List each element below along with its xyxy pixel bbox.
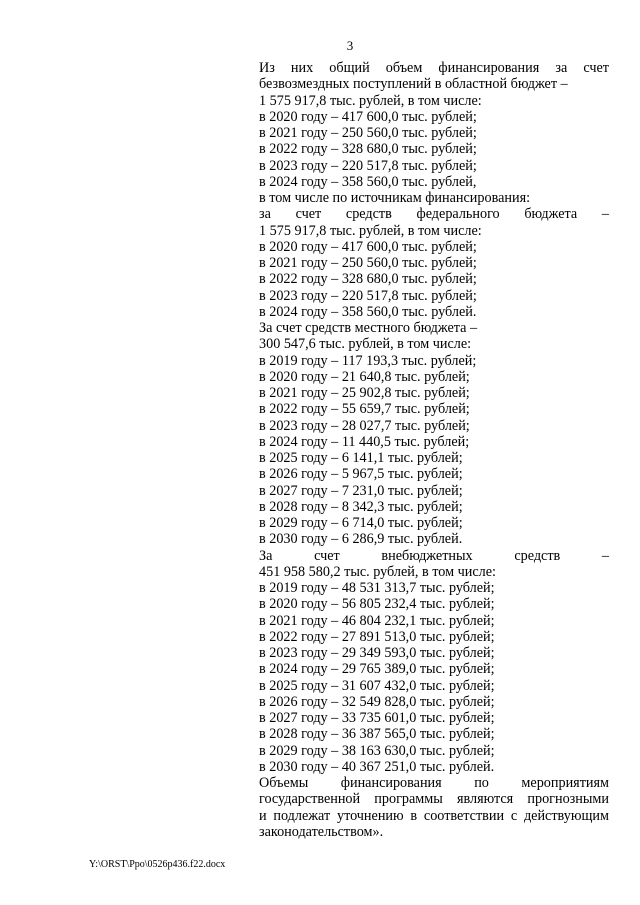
total-year-line: в 2022 году – 328 680,0 тыс. рублей; bbox=[259, 141, 477, 158]
word: Объемы bbox=[259, 775, 309, 791]
federal-year-line: в 2020 году – 417 600,0 тыс. рублей; bbox=[259, 238, 477, 255]
word: и bbox=[259, 807, 267, 824]
extrabudget-year-line: в 2023 году – 29 349 593,0 тыс. рублей; bbox=[259, 645, 495, 661]
sources-heading: в том числе по источникам финансирования: bbox=[259, 190, 531, 206]
total-year-line: в 2021 году – 250 560,0 тыс. рублей; bbox=[259, 125, 477, 141]
local-year-line: в 2025 году – 6 141,1 тыс. рублей; bbox=[259, 450, 463, 466]
closing-line-1 bbox=[259, 775, 609, 791]
local-year-line: в 2022 году – 55 659,7 тыс. рублей; bbox=[259, 401, 470, 418]
intro-line-1 bbox=[259, 60, 609, 76]
extrabudget-year-line: в 2025 году – 31 607 432,0 тыс. рублей; bbox=[259, 677, 495, 694]
local-year-line: в 2030 году – 6 286,9 тыс. рублей. bbox=[259, 531, 463, 548]
local-year-line: в 2020 году – 21 640,8 тыс. рублей; bbox=[259, 368, 470, 385]
word: счет bbox=[314, 547, 340, 564]
word: за bbox=[555, 60, 568, 76]
closing-line-4: законодательством». bbox=[259, 823, 384, 840]
word: бюджета bbox=[524, 206, 578, 223]
federal-year-line: в 2021 году – 250 560,0 тыс. рублей; bbox=[259, 255, 477, 271]
word: финансирования bbox=[340, 775, 442, 791]
extrabudget-line-1 bbox=[259, 548, 609, 564]
extrabudget-year-line: в 2026 году – 32 549 828,0 тыс. рублей; bbox=[259, 693, 495, 710]
total-year-line: в 2020 году – 417 600,0 тыс. рублей; bbox=[259, 108, 477, 125]
extrabudget-year-line: в 2030 году – 40 367 251,0 тыс. рублей. bbox=[259, 758, 495, 775]
extrabudget-year-line: в 2029 году – 38 163 630,0 тыс. рублей; bbox=[259, 742, 495, 759]
federal-line-2: 1 575 917,8 тыс. рублей, в том числе: bbox=[259, 222, 482, 239]
page-number: 3 bbox=[346, 38, 354, 53]
word: соответствии bbox=[423, 807, 505, 824]
word: счет bbox=[295, 206, 322, 223]
word: подлежат bbox=[273, 807, 331, 824]
word: уточнению bbox=[336, 807, 404, 824]
federal-line-1 bbox=[259, 206, 609, 222]
word: по bbox=[474, 775, 489, 791]
local-year-line: в 2019 году – 117 193,3 тыс. рублей; bbox=[259, 352, 477, 369]
local-line-2: 300 547,6 тыс. рублей, в том числе: bbox=[259, 336, 472, 353]
word: являются bbox=[456, 791, 514, 808]
local-year-line: в 2023 году – 28 027,7 тыс. рублей; bbox=[259, 417, 470, 434]
extrabudget-year-line: в 2020 году – 56 805 232,4 тыс. рублей; bbox=[259, 596, 495, 613]
federal-year-line: в 2022 году – 328 680,0 тыс. рублей; bbox=[259, 271, 477, 288]
local-line-1: За счет средств местного бюджета – bbox=[259, 320, 478, 336]
footer-file-path: Y:\ORST\Ppo\0526p436.f22.docx bbox=[89, 859, 226, 870]
word: действующим bbox=[523, 807, 609, 824]
word: государственной bbox=[259, 791, 361, 808]
word: с bbox=[510, 807, 518, 824]
intro-line-2: безвозмездных поступлений в областной бюджет – bbox=[259, 76, 568, 93]
word: финансирования bbox=[438, 60, 540, 76]
federal-year-line: в 2023 году – 220 517,8 тыс. рублей; bbox=[259, 287, 477, 304]
closing-line-2 bbox=[259, 791, 609, 807]
local-year-line: в 2024 году – 11 440,5 тыс. рублей; bbox=[259, 433, 470, 450]
word: объем bbox=[385, 60, 423, 76]
extrabudget-line-2: 451 958 580,2 тыс. рублей, в том числе: bbox=[259, 563, 496, 580]
word: внебюджетных bbox=[381, 547, 473, 564]
word: – bbox=[601, 547, 609, 564]
intro-line-3: 1 575 917,8 тыс. рублей, в том числе: bbox=[259, 92, 482, 109]
local-year-line: в 2029 году – 6 714,0 тыс. рублей; bbox=[259, 515, 463, 531]
extrabudget-year-line: в 2021 году – 46 804 232,1 тыс. рублей; bbox=[259, 612, 495, 629]
total-year-line: в 2023 году – 220 517,8 тыс. рублей; bbox=[259, 157, 477, 174]
funding-text-block bbox=[259, 60, 609, 840]
word: За bbox=[259, 547, 273, 564]
local-year-line: в 2027 году – 7 231,0 тыс. рублей; bbox=[259, 482, 463, 499]
word: средств bbox=[514, 547, 561, 564]
extrabudget-year-line: в 2027 году – 33 735 601,0 тыс. рублей; bbox=[259, 710, 495, 726]
extrabudget-year-line: в 2022 году – 27 891 513,0 тыс. рублей; bbox=[259, 628, 495, 645]
word: федерального bbox=[416, 206, 500, 223]
local-year-line: в 2028 году – 8 342,3 тыс. рублей; bbox=[259, 498, 463, 515]
word: средств bbox=[345, 206, 392, 223]
word: них bbox=[290, 60, 314, 76]
word: общий bbox=[329, 60, 370, 76]
word: мероприятиям bbox=[521, 775, 609, 791]
extrabudget-year-line: в 2019 году – 48 531 313,7 тыс. рублей; bbox=[259, 580, 495, 596]
extrabudget-year-line: в 2024 году – 29 765 389,0 тыс. рублей; bbox=[259, 661, 495, 678]
word: за bbox=[259, 206, 271, 223]
local-year-line: в 2021 году – 25 902,8 тыс. рублей; bbox=[259, 385, 470, 401]
total-year-line: в 2024 году – 358 560,0 тыс. рублей, bbox=[259, 173, 477, 190]
word: в bbox=[410, 807, 418, 824]
word: прогнозными bbox=[527, 791, 609, 808]
local-year-line: в 2026 году – 5 967,5 тыс. рублей; bbox=[259, 466, 463, 483]
closing-line-3 bbox=[259, 808, 609, 824]
word: – bbox=[601, 206, 609, 223]
federal-year-line: в 2024 году – 358 560,0 тыс. рублей. bbox=[259, 303, 477, 320]
word: счет bbox=[583, 60, 609, 76]
extrabudget-year-line: в 2028 году – 36 387 565,0 тыс. рублей; bbox=[259, 726, 495, 743]
word: программы bbox=[374, 791, 443, 808]
word: Из bbox=[259, 60, 275, 76]
